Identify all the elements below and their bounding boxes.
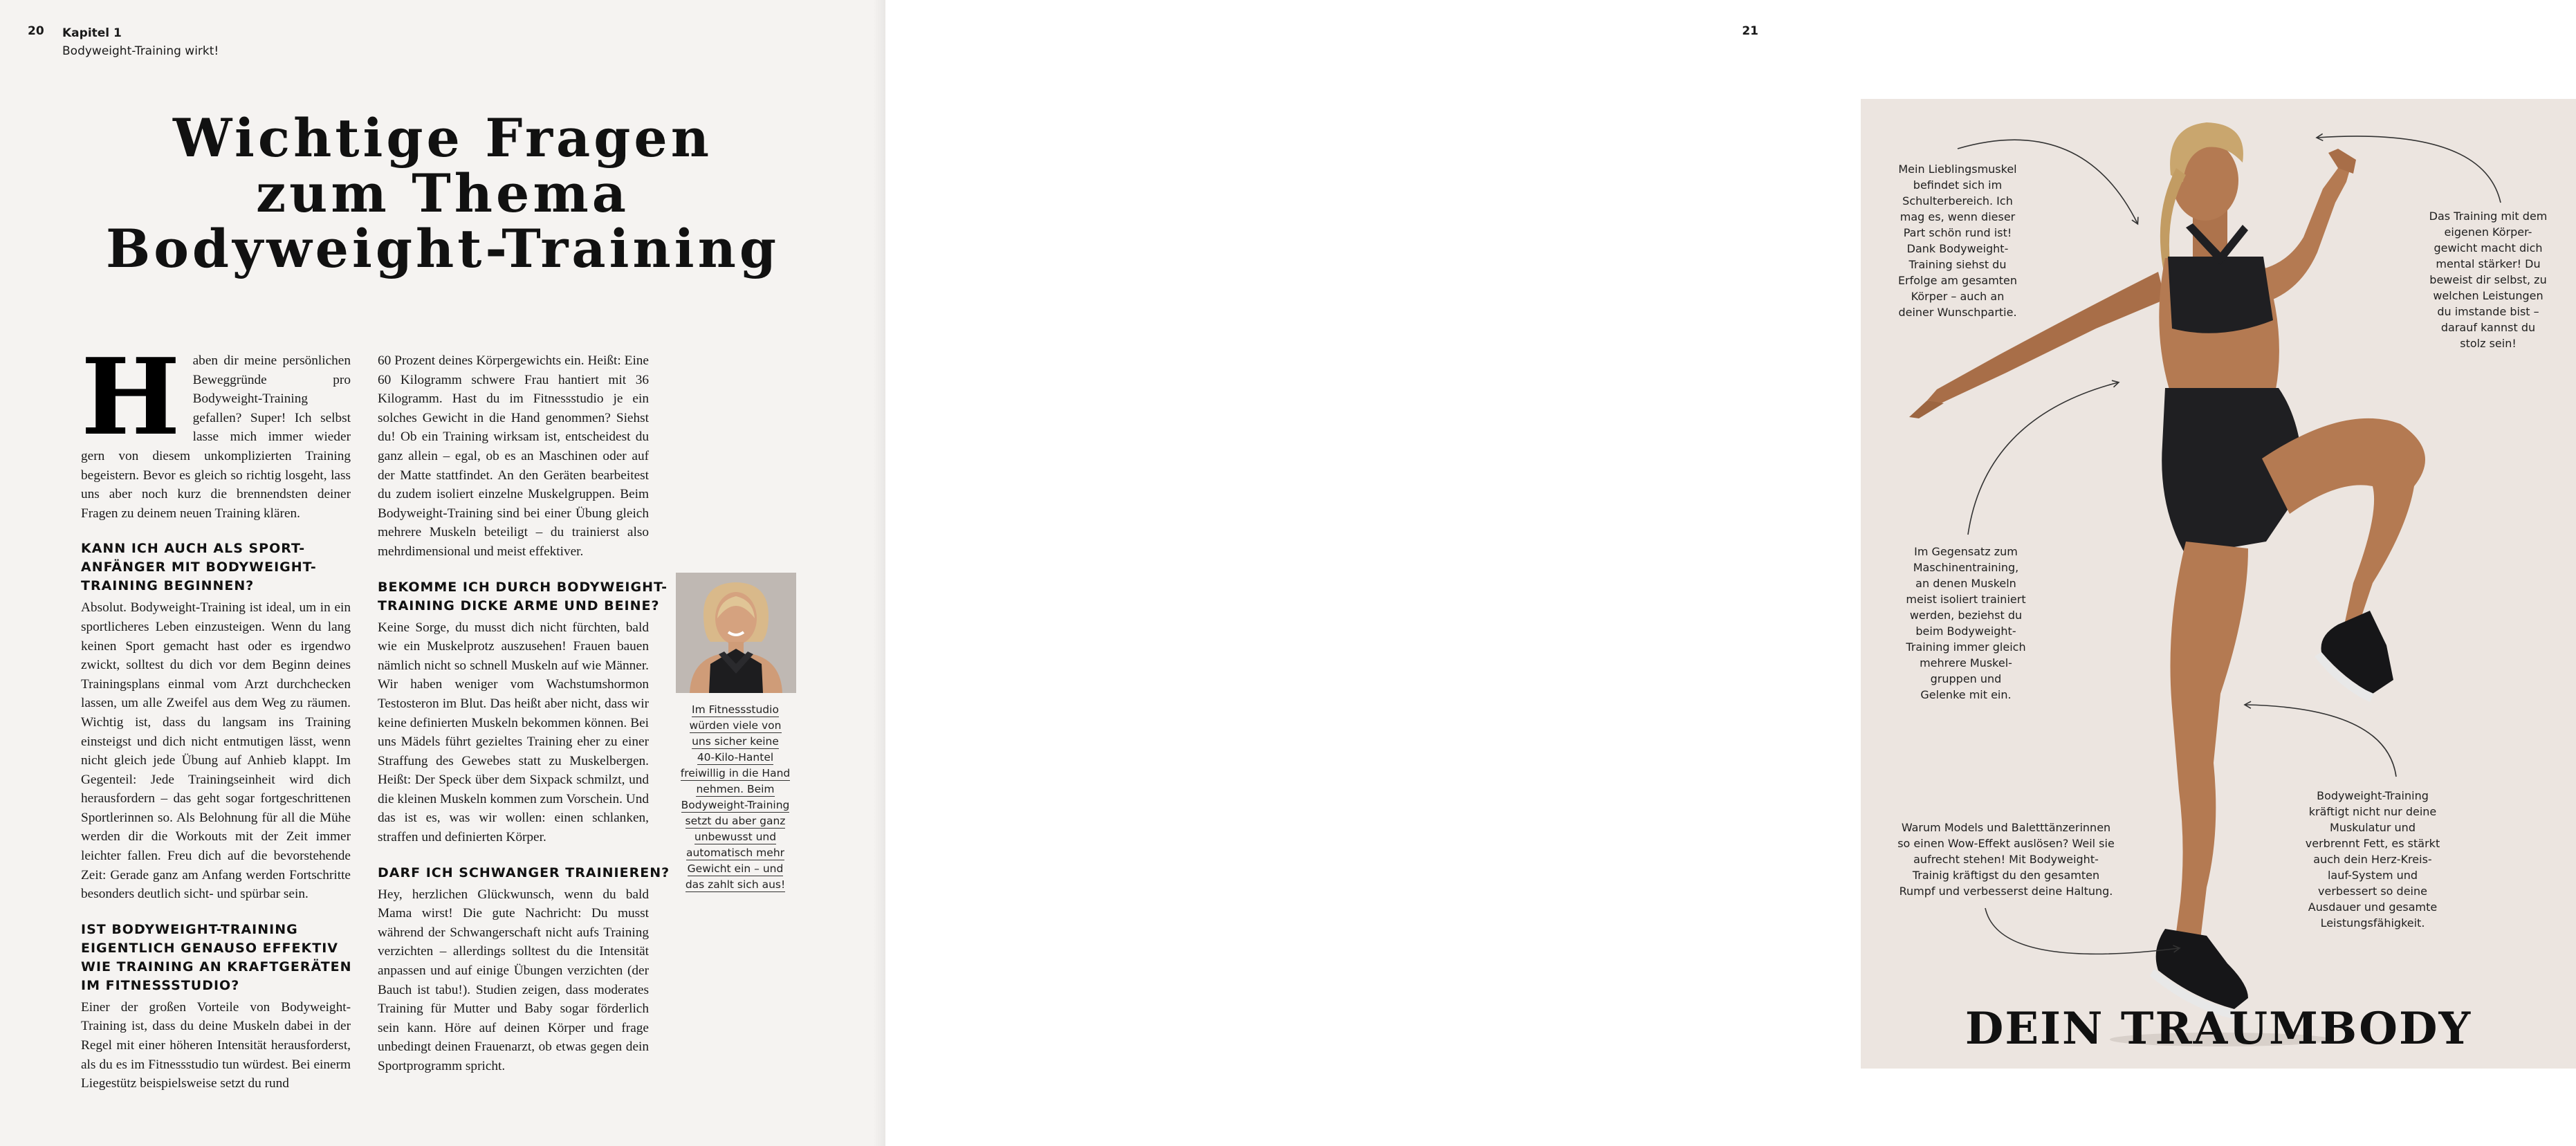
annotation-line: aufrecht stehen! Mit Bodyweight-	[1913, 853, 2099, 866]
title-line: Wichtige Fragen	[172, 107, 712, 169]
annotation-line: welchen Leistungen	[2433, 289, 2543, 302]
page-number-left: 20	[28, 24, 44, 38]
annotation-line: Mein Lieblingsmuskel	[1898, 163, 2017, 176]
heading-line: IST BODYWEIGHT-TRAINING	[81, 921, 298, 937]
annotation-line: Gelenke mit ein.	[1920, 688, 2012, 701]
section-heading	[378, 578, 668, 616]
heading-line: KANN ICH AUCH ALS SPORT-	[81, 541, 306, 557]
annotation-line: mag es, wenn dieser	[1899, 210, 2016, 223]
continued-paragraph: 60 Prozent deines Körpergewichts ein. Heißt: Eine 60 Kilogramm schwere Frau hantiert mit 36 Kilogramm. Hast du im Fitnessstudio je ein solches Gewicht in die Hand genommen? Siehst du! Ob ein Training wirksam ist, entscheidest du ganz allein – egal, ob es an Maschinen oder auf der Matte stattfindet. An den Geräten bearbeitest du zudem isoliert einzelne Muskelgruppen. Beim Bodyweight-Training sind bei einer Übung gleich mehrere Muskeln beteiligt – du trainierst also mehrdimensional und meist effektiver.	[378, 353, 649, 559]
heading-line: BEKOMME ICH DURCH BODYWEIGHT-	[378, 579, 668, 595]
annotation-line: Das Training mit dem	[2429, 210, 2548, 223]
annotation-line: deiner Wunschpartie.	[1898, 306, 2017, 319]
page-number-right: 21	[1742, 24, 1758, 38]
drop-cap: H	[81, 335, 181, 459]
chapter-label: Kapitel 1	[62, 26, 122, 40]
athlete-photo-panel	[1861, 99, 2576, 1069]
title-line: zum Thema	[255, 163, 630, 224]
annotation-line: Leistungsfähigkeit.	[2320, 916, 2425, 930]
section-heading	[81, 921, 351, 995]
caption-line: setzt du aber ganz	[685, 815, 786, 827]
heading-line: TRAINING DICKE ARME UND BEINE?	[378, 598, 660, 613]
portrait-illustration	[676, 573, 796, 693]
annotation-line: verbrennt Fett, es stärkt	[2305, 837, 2440, 850]
annotation-endurance	[2292, 788, 2453, 931]
annotation-line: mental stärker! Du	[2436, 257, 2541, 270]
text-column-1	[81, 335, 352, 1093]
heading-line: TRAINING BEGINNEN?	[81, 578, 255, 594]
annotation-line: kräftigt nicht nur deine	[2308, 805, 2437, 818]
author-portrait	[676, 573, 796, 693]
intro-paragraph	[81, 335, 351, 523]
title-line: Bodyweight-Training	[105, 218, 780, 279]
caption-line: unbewusst und	[694, 831, 777, 843]
caption-line: Im Fitnessstudio	[692, 703, 779, 716]
annotation-muscle-groups	[1890, 544, 2042, 703]
annotation-line: Schulterbereich. Ich	[1902, 194, 2013, 207]
text-column-2	[378, 351, 670, 1076]
annotation-line: beim Bodyweight-	[1915, 625, 2016, 638]
annotation-line: mehrere Muskel-	[1920, 656, 2012, 669]
annotation-line: verbessert so deine	[2318, 885, 2427, 898]
section-text: Einer der großen Vorteile von Bodyweight-Training ist, dass du deine Muskeln dabei in der Regel mit einer höheren Intensität herausforderst, als du es im Fitnessstudio tun würdest. Bei einerm Liegestütz beispielsweise setzt du rund	[81, 999, 351, 1091]
traumbody-headline: DEIN TRAUMBODY	[1965, 1003, 2472, 1055]
chapter-header	[62, 24, 219, 60]
caption-line: das zahlt sich aus!	[685, 878, 786, 891]
annotation-line: Dank Bodyweight-	[1906, 242, 2009, 255]
annotation-line: so einen Wow-Effekt auslösen? Weil sie	[1897, 837, 2115, 850]
portrait-caption	[670, 702, 801, 893]
annotation-line: du imstande bist –	[2437, 305, 2539, 318]
annotation-line: Training immer gleich	[1906, 640, 2026, 654]
section-text: Keine Sorge, du musst dich nicht fürchten, bald wie ein Muskelprotz auszusehen! Frauen bauen nämlich nicht so schnell Muskeln auf wie Männer. Wir haben weniger vom Wachstumshormon Testosteron im Blut. Das heißt aber nicht, dass wir keine definierten Muskeln bekommen können. Bei uns Mädels führt gezieltes Training eher zu einer Straffung des Gewebes statt zu Muskelbergen. Heißt: Der Speck über dem Sixpack schmilzt, und die kleinen Muskeln kommen zum Vorschein. Und das ist es, was wir wollen: einen schlanken, straffen und definierten Körper.	[378, 620, 649, 845]
caption-line: Gewicht ein – und	[687, 862, 784, 875]
intro-text: aben dir meine persönlichen Beweggründe pro Bodyweight-Training gefallen? Super! Ich selbst lasse mich immer wieder gern von diesem unkomplizierten Training begeistern. Bevor es gleich so richtig losgeht, lass uns aber noch kurz die brennendsten deiner Fragen zu deinem neuen Training klären.	[81, 353, 351, 521]
annotation-line: Part schön rund ist!	[1903, 226, 2012, 239]
section-text: Absolut. Bodyweight-Training ist ideal, um in ein sportlicheres Leben einzusteigen. Wenn du lang keinen Sport gemacht hast oder es irgendwo zwickt, solltest du dich vor dem Beginn deines Trainingsplans einmal vom Arzt durchchecken lassen, um alle Zweifel aus dem Weg zu räumen. Wichtig ist, dass du langsam ins Training einsteigst und dich nicht entmutigen lässt, wenn nicht gleich jede Übung auf Anhieb klappt. Im Gegenteil: Jede Trainingseinheit wird dich herausfordern – das geht sogar fortgeschrittenen Sportlerinnen so. Als Belohnung für all die Mühe werden dir die Workouts mit der Zeit immer leichter fallen. Freu dich auf die bevorstehende Zeit: Gerade ganz am Anfang werden Fortschritte besonders deutlich sicht- und spürbar sein.	[81, 600, 351, 902]
heading-line: ANFÄNGER MIT BODYWEIGHT-	[81, 560, 317, 575]
annotation-line: Bodyweight-Training	[2317, 789, 2429, 802]
annotation-posture	[1895, 820, 2117, 899]
section-heading	[81, 539, 351, 595]
annotation-line: Im Gegensatz zum	[1914, 545, 2018, 558]
annotation-line: lauf-System und	[2327, 869, 2418, 882]
annotation-line: Muskulatur und	[2330, 821, 2416, 834]
chapter-subtitle: Bodyweight-Training wirkt!	[62, 44, 219, 58]
page-title	[69, 107, 816, 279]
annotation-line: meist isoliert trainiert	[1906, 593, 2026, 606]
annotation-line: gewicht macht dich	[2434, 241, 2543, 255]
heading-line: DARF ICH SCHWANGER TRAINIEREN?	[378, 865, 670, 880]
heading-line: IM FITNESSSTUDIO?	[81, 977, 240, 993]
heading-line: WIE TRAINING AN KRAFTGERÄTEN	[81, 959, 352, 974]
caption-line: nehmen. Beim	[696, 783, 775, 795]
annotation-line: Erfolge am gesamten	[1897, 274, 2018, 287]
annotation-line: auch dein Herz-Kreis-	[2313, 853, 2432, 866]
left-page	[0, 0, 885, 1146]
annotation-line: beweist dir selbst, zu	[2429, 273, 2547, 286]
annotation-line: werden, beziehst du	[1909, 609, 2023, 622]
annotation-line: eigenen Körper-	[2444, 225, 2532, 239]
caption-line: uns sicher keine	[692, 735, 779, 748]
caption-line: Bodyweight-Training	[681, 799, 790, 811]
annotation-line: Maschinentraining,	[1913, 561, 2019, 574]
annotation-line: Trainig kräftigst du den gesamten	[1912, 869, 2100, 882]
annotation-line: Rumpf und verbesserst deine Haltung.	[1899, 885, 2113, 898]
annotation-line: Training siehst du	[1908, 258, 2007, 271]
annotation-line: gruppen und	[1930, 672, 2002, 685]
annotation-line: Ausdauer und gesamte	[2308, 900, 2438, 914]
caption-line: automatisch mehr	[686, 847, 785, 859]
section-text: Hey, herzlichen Glückwunsch, wenn du bald Mama wirst! Die gute Nachricht: Du musst während der Schwangerschaft nicht aufs Training verzichten – allerdings solltest du die Intensität anpassen und auf einige Übungen verzichten (der Bauch ist tabu!). Studien zeigen, dass moderates Training für Mutter und Baby sogar förderlich sein kann. Höre auf deinen Körper und frage unbedingt deinen Frauenarzt, ob etwas gegen dein Sportprogramm spricht.	[378, 887, 649, 1073]
annotation-line: darauf kannst du	[2440, 321, 2536, 334]
annotation-line: Warum Models und Baletttänzerinnen	[1901, 821, 2111, 834]
caption-line: freiwillig in die Hand	[680, 767, 791, 779]
caption-line: 40-Kilo-Hantel	[697, 751, 774, 764]
annotation-mental	[2413, 208, 2564, 351]
right-page	[885, 0, 2548, 1146]
annotation-line: an denen Muskeln	[1915, 577, 2016, 590]
annotation-line: befindet sich im	[1913, 178, 2003, 192]
caption-line: würden viele von	[689, 719, 782, 732]
section-heading	[378, 864, 670, 882]
heading-line: EIGENTLICH GENAUSO EFFEKTIV	[81, 940, 338, 956]
annotation-shoulder	[1882, 161, 2034, 320]
annotation-line: Körper – auch an	[1911, 290, 2005, 303]
annotation-line: stolz sein!	[2460, 337, 2517, 350]
